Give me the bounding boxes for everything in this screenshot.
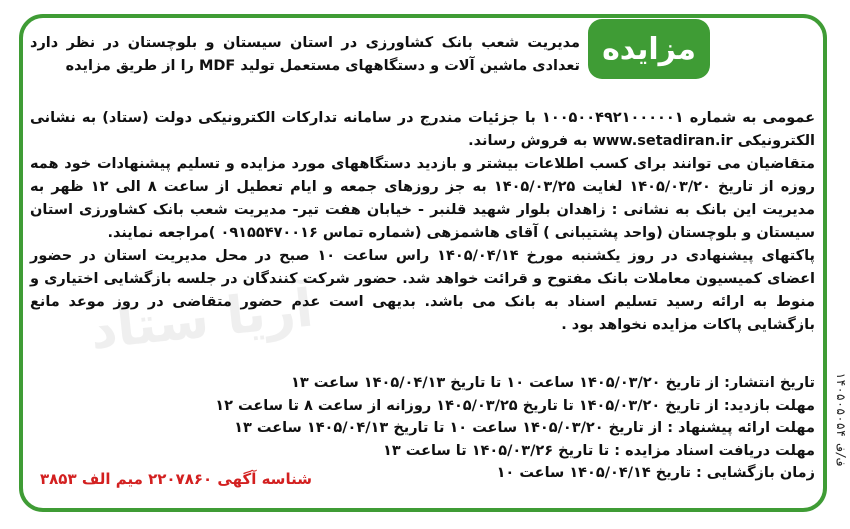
paragraph-opening: پاکتهای پیشنهادی در روز یکشنبه مورخ ۱۴۰۵/۰۴/۱۴ راس ساعت ۱۰ صبح در محل مدیریت استان در حضور اعضای کمیسیون معاملات بانک مفتوح و قرائت خواهد شد. حضور شرکت کنندگان در جلسه بازگشایی اختیاری و منوط به ارائه رسید تسلیم اسناد به بانک می باشد. بدیهی است عدم حضور متقاضی در روز موعد مانع بازگشایی پاکات مزایده نخواهد بود . [30, 248, 815, 333]
date-documents: مهلت دریافت اسناد مزایده : تا تاریخ ۱۴۰۵/۰۳/۲۶ تا ساعت ۱۳ [383, 442, 815, 459]
date-opening: زمان بازگشایی : تاریخ ۱۴۰۵/۰۴/۱۴ ساعت ۱۰ [496, 465, 815, 481]
paragraph-intro: عمومی به شماره ۱۰۰۵۰۰۴۹۲۱۰۰۰۰۰۱ با جزئیات مندرج در سامانه تدارکات الکترونیکی دولت (ستاد) به نشانی الکترونیکی www.setadiran.ir به فروش رساند. [30, 110, 815, 149]
date-submit: مهلت ارائه پیشنهاد : از تاریخ ۱۴۰۵/۰۳/۲۰ ساعت ۱۰ تا تاریخ ۱۴۰۵/۰۴/۱۳ ساعت ۱۳ [234, 420, 815, 436]
paragraph-visit: متقاضیان می توانند برای کسب اطلاعات بیشتر و بازدید دستگاههای مورد مزایده و تسلیم پیشنهادات خود همه روزه از تاریخ ۱۴۰۵/۰۳/۲۰ لغایت ۱۴۰۵/۰۳/۲۵ به جز روزهای جمعه و ایام تعطیل از ساعت ۸ الی ۱۲ ظهر به مدیریت این بانک به نشانی : زاهدان بلوار شهید قلنبر - خیابان هفت تیر- مدیریت شعب بانک کشاورزی استان سیستان و بلوچستان (واحد پشتیبانی ) آقای هاشمزهی (شماره تماس ۰۹۱۵۵۴۷۰۰۱۶ )مراجعه نمایند. [30, 156, 815, 241]
watermark: آریا ستاد [87, 278, 317, 362]
date-publish: تاریخ انتشار: از تاریخ ۱۴۰۵/۰۳/۲۰ ساعت ۱۰ تا تاریخ ۱۴۰۵/۰۴/۱۳ ساعت ۱۳ [291, 375, 815, 391]
date-visit: مهلت بازدید: از تاریخ ۱۴۰۵/۰۳/۲۰ تا تاریخ ۱۴۰۵/۰۳/۲۵ روزانه از ساعت ۸ تا ساعت ۱۲ [215, 397, 815, 414]
ad-identifier: شناسه آگهی ۲۲۰۷۸۶۰ میم الف ۳۸۵۳ [40, 470, 312, 488]
dates-list [175, 372, 815, 485]
side-code: ۱۴۰۵۰۵۰۵۴ ف/ف [834, 372, 848, 466]
heading-text: مدیریت شعب بانک کشاورزی در استان سیستان و بلوچستان در نظر دارد تعدادی ماشین آلات و دستگاههای مستعمل تولید MDF را از طریق مزایده [30, 35, 580, 74]
title-badge: مزایده [588, 19, 710, 79]
